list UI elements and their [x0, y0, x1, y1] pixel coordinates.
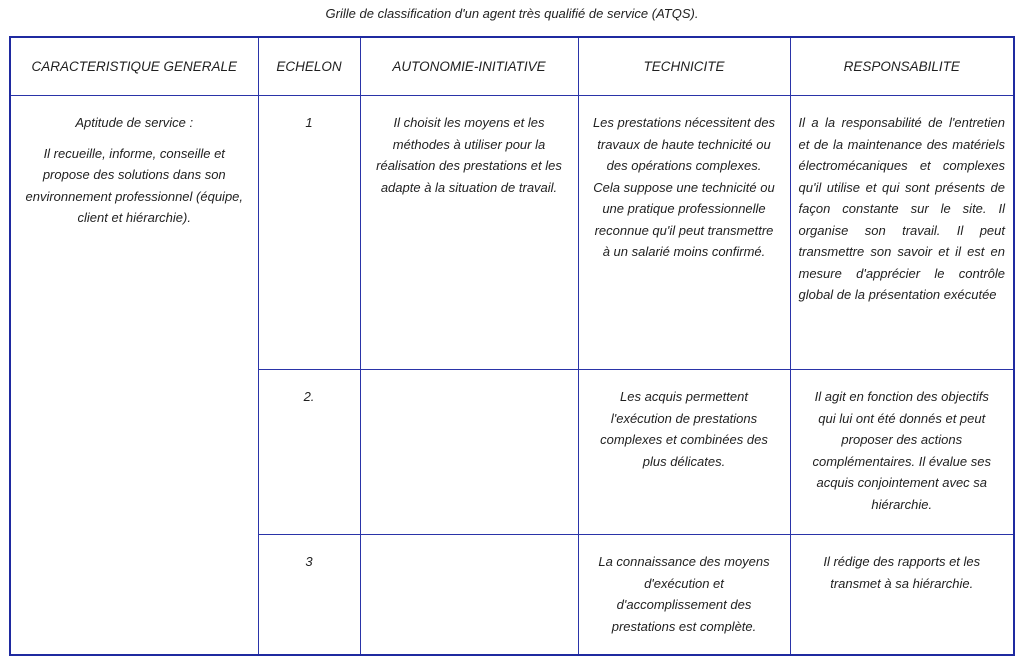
- header-caracteristique: CARACTERISTIQUE GENERALE: [10, 37, 258, 96]
- autonomie-cell: [360, 535, 578, 656]
- echelon-cell: 2.: [258, 370, 360, 535]
- general-description: Il recueille, informe, conseille et propose des solutions dans son environnement professionnel (équipe, client et hiérarchie).: [25, 145, 244, 225]
- technicite-cell: La connaissance des moyens d'exécution et d'accomplissement des prestations est complète.: [578, 535, 790, 656]
- technicite-cell: Les prestations nécessitent des travaux de haute technicité ou des opérations complexes. Cela suppose une technicité ou une pratique professionnelle reconnue qu'il peut transmettre à un salarié moins confirmé.: [578, 96, 790, 370]
- echelon-cell: 1: [258, 96, 360, 370]
- responsabilite-cell: Il rédige des rapports et les transmet à sa hiérarchie.: [790, 535, 1014, 656]
- table-caption: Grille de classification d'un agent très qualifié de service (ATQS).: [325, 6, 699, 21]
- classification-table: [9, 36, 1015, 656]
- responsabilite-cell: Il agit en fonction des objectifs qui lui ont été donnés et peut proposer des actions complémentaires. Il évalue ses acquis conjointement avec sa hiérarchie.: [790, 370, 1014, 535]
- general-title: Aptitude de service :: [75, 115, 194, 130]
- general-characteristic-cell: [10, 96, 258, 656]
- echelon-cell: 3: [258, 535, 360, 656]
- header-echelon: ECHELON: [258, 37, 360, 96]
- header-autonomie: AUTONOMIE-INITIATIVE: [360, 37, 578, 96]
- responsabilite-cell: Il a la responsabilité de l'entretien et de la maintenance des matériels électromécaniques et complexes qu'il utilise et qui sont présents de façon constante sur le site. Il organise son travail. Il peut transmettre son savoir et il est en mesure d'apprécier le contrôle global de la présentation exécutée: [790, 96, 1014, 370]
- header-responsabilite: RESPONSABILITE: [790, 37, 1014, 96]
- technicite-cell: Les acquis permettent l'exécution de prestations complexes et combinées des plus délicates.: [578, 370, 790, 535]
- table-row-echelon-1: [10, 96, 1014, 370]
- header-row: [10, 37, 1014, 96]
- autonomie-cell: Il choisit les moyens et les méthodes à utiliser pour la réalisation des prestations et les adapte à la situation de travail.: [360, 96, 578, 370]
- autonomie-cell: [360, 370, 578, 535]
- header-technicite: TECHNICITE: [578, 37, 790, 96]
